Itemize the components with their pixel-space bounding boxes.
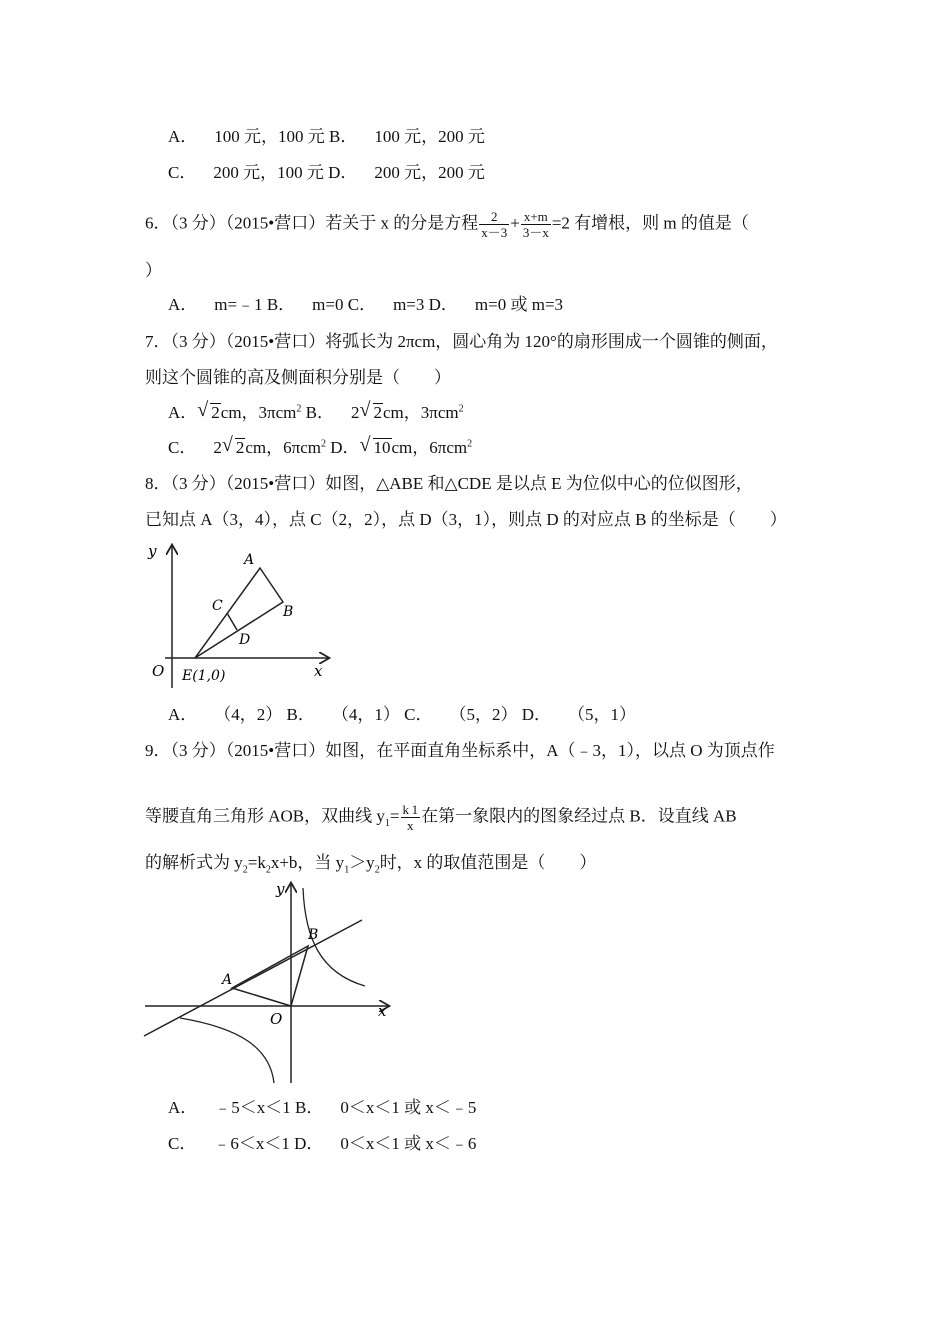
label-c: C xyxy=(212,598,223,614)
label-a: A xyxy=(222,972,233,988)
label-x: x xyxy=(378,1002,387,1020)
sqrt-expression: √ 2 xyxy=(197,399,220,422)
label-d: D xyxy=(239,632,251,648)
label-x: x xyxy=(314,662,323,680)
q6-stem-prefix: 6．（3 分）（2015•营口）若关于 x 的分是方程 xyxy=(145,213,479,233)
q8-stem-line-1: 8．（3 分）（2015•营口）如图，△ABE 和△CDE 是以点 E 为位似中心的位似图形， xyxy=(145,474,753,493)
label-a: A xyxy=(244,552,255,568)
q8-stem-line-2: 已知点 A（3，4），点 C（2，2），点 D（3，1），则点 D 的对应点 B 的坐标是（ ） xyxy=(145,510,787,529)
q7-options-row-2: C． 2 √ 2cm，6πcm$^2$ D． √ 10cm，6πcm$^2$ xyxy=(168,434,473,457)
q6-fraction-2: $\frac{x+m}{3-x}$ xyxy=(522,209,549,240)
q9-stem-line-3: 的解析式为 $y_2=k_2x+b$，当 $y_1>y_2$时，x 的取值范围是（ ） xyxy=(145,853,597,876)
q6-options: A． m=﹣1 B． m=0 C． m=3 D． m=0 或 m=3 xyxy=(168,295,564,314)
q8-figure xyxy=(140,540,340,690)
q7-stem-line-1: 7．（3 分）（2015•营口）将弧长为 2πcm，圆心角为 120°的扇形围成一个圆锥的侧面， xyxy=(145,332,778,351)
q8-options: A． （4，2） B． （4，1） C． （5，2） D． （5，1） xyxy=(168,705,636,724)
label-e: E(1,0) xyxy=(182,668,226,684)
segment-cd xyxy=(227,613,237,630)
q9-stem-line-2: 等腰直角三角形 AOB，双曲线 $y_1=$ $\frac{k 1}{x}$ 在第一象限内的图象经过点 B．设直线 AB xyxy=(145,802,737,833)
q6-stem-suffix: =2 有增根，则 m 的值是（ xyxy=(551,213,749,233)
label-y: y xyxy=(276,880,285,898)
label-o: O xyxy=(270,1010,283,1028)
label-y: y xyxy=(148,542,157,560)
q6-stem-close: ） xyxy=(145,261,162,280)
label-b: B xyxy=(283,604,294,620)
sqrt-expression: √ 2 xyxy=(221,434,245,457)
line-ab xyxy=(144,920,362,1036)
q5-option-row-1: A． 100 元，100 元 B． 100 元，200 元 xyxy=(168,127,485,146)
q9-stem-line-1: 9．（3 分）（2015•营口）如图，在平面直角坐标系中，A（﹣3，1），以点 O 为顶点作 xyxy=(145,741,775,760)
q9-option-row-1: A． ﹣5＜x＜1 B． 0＜x＜1 或 x＜﹣5 xyxy=(168,1098,477,1117)
q5-option-row-2: C． 200 元，100 元 D． 200 元，200 元 xyxy=(168,163,485,182)
sqrt-expression: √ 10 xyxy=(359,434,391,457)
q9-option-row-2: C． ﹣6＜x＜1 D． 0＜x＜1 或 x＜﹣6 xyxy=(168,1134,477,1153)
q9-figure xyxy=(140,878,410,1088)
q6-stem: 6．（3 分）（2015•营口）若关于 x 的分是方程 $\frac{2}{x-3}$ + $\frac{x+m}{3-x}$ =2 有增根，则 m 的值是（ xyxy=(145,209,749,240)
label-b: B xyxy=(308,927,319,943)
label-o: O xyxy=(152,662,165,680)
sqrt-expression: √ 2 xyxy=(359,399,382,422)
hyperbola-branch-q3 xyxy=(180,1018,274,1083)
q7-options-row-1: A． √ 2cm，3πcm$^2$ B． 2 √ 2cm，3πcm$^2$ xyxy=(168,399,464,422)
q7-stem-line-2: 则这个圆锥的高及侧面积分别是（ ） xyxy=(145,368,451,387)
q9-fraction: $\frac{k 1}{x}$ xyxy=(402,802,419,833)
q6-fraction-1: $\frac{2}{x-3}$ xyxy=(481,209,508,240)
